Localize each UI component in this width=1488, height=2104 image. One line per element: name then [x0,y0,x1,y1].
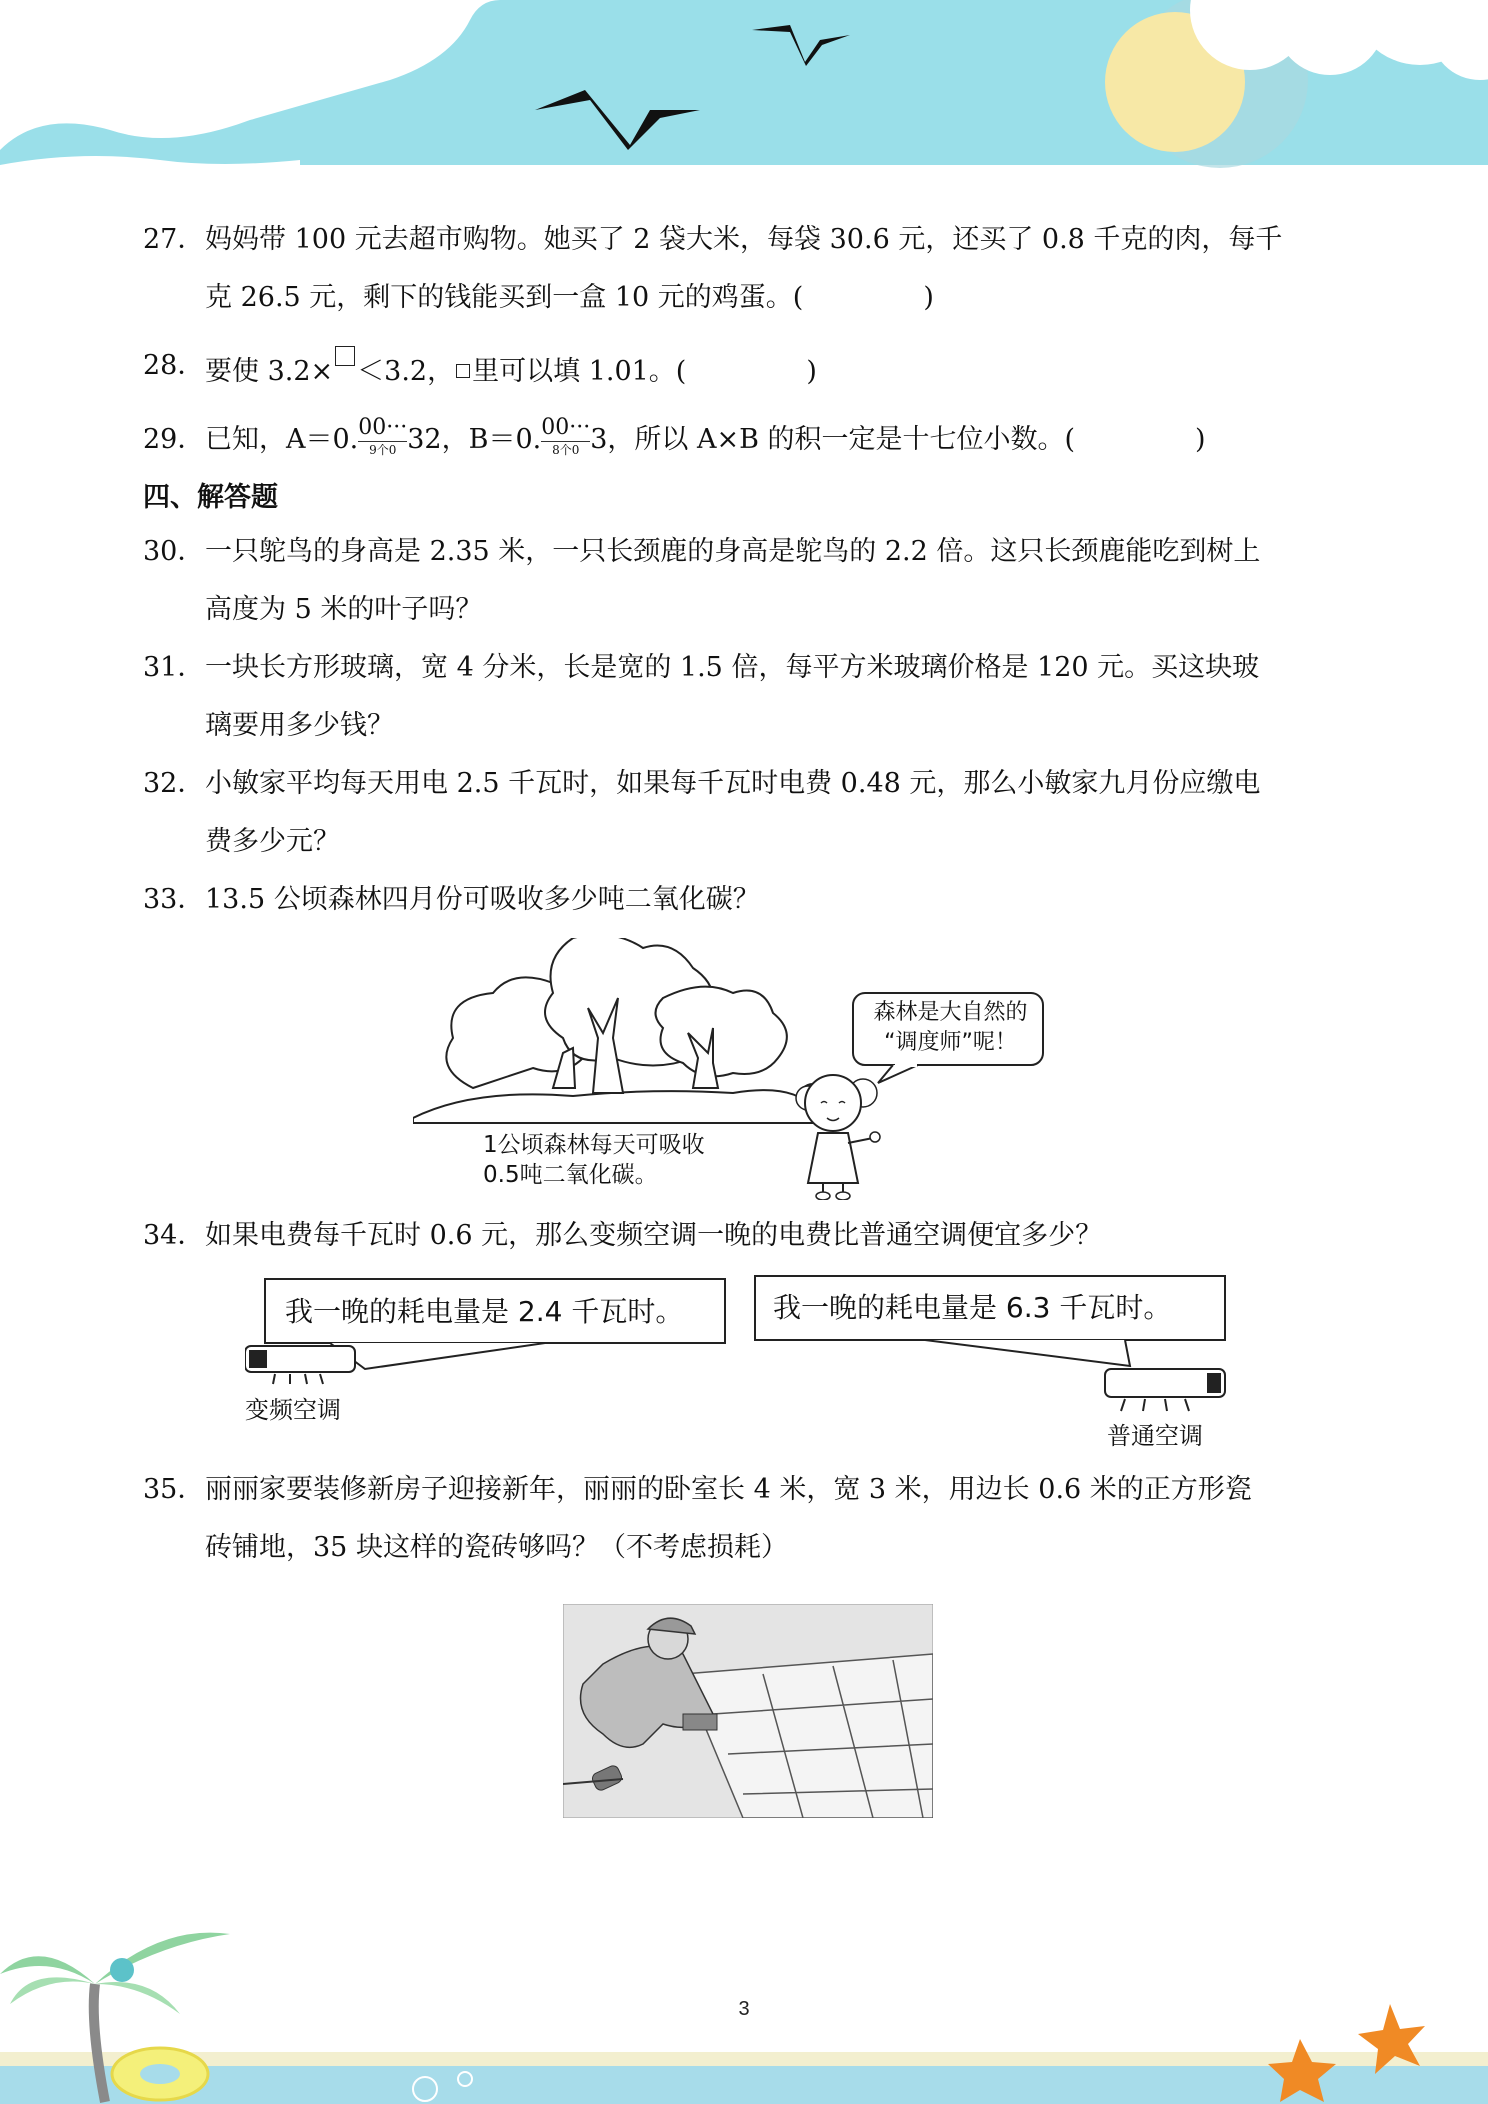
caption-line: 0.5吨二氧化碳。 [483,1162,658,1188]
question-text: 已知，A＝0. [205,424,359,455]
question-number: 28． [143,350,205,381]
question-text: ＜3.2， [357,356,455,387]
question-34 [143,1216,1353,1256]
question-number: 32． [143,768,205,799]
repeating-zeros: $\frac{00\cdot\cdot\cdot}{\text{9个0}}$ [358,415,408,457]
tiling-worker-illustration [563,1604,933,1818]
question-number: 27． [143,224,205,255]
question-number: 33． [143,884,205,915]
question-text: 3，所以 A×B 的积一定是十七位小数。( [590,424,1076,455]
question-text: 要使 3.2× [205,356,334,387]
question-number: 30． [143,536,205,567]
caption-line: 1公顷森林每天可吸收 [483,1132,705,1158]
ac-left-speech: 我一晚的耗电量是 2.4 千瓦时。 [285,1295,684,1328]
question-number: 34． [143,1220,205,1251]
worksheet-content [143,220,1353,1834]
question-29 [143,415,1353,460]
question-text: 小敏家平均每天用电 2.5 千瓦时，如果每千瓦时电费 0.48 元，那么小敏家九月份应缴电 [205,768,1261,799]
question-number: 29． [143,424,205,455]
question-35 [143,1470,1353,1568]
speech-line: 森林是大自然的 [873,1000,1028,1025]
question-32 [143,764,1353,862]
ac-right-label: 普通空调 [1107,1422,1203,1450]
question-text: 妈妈带 100 元去超市购物。她买了 2 袋大米，每袋 30.6 元，还买了 0.8 千克的肉，每千 [205,224,1283,255]
question-27 [143,220,1353,318]
paren-close: ) [806,356,817,387]
repeating-zeros: $\frac{00\cdot\cdot\cdot}{\text{8个0}}$ [541,415,591,457]
question-text: 13.5 公顷森林四月份可吸收多少吨二氧化碳？ [205,884,760,915]
question-text: 里可以填 1.01。( [472,356,687,387]
question-number: 31． [143,652,205,683]
ac-right-speech: 我一晚的耗电量是 6.3 千瓦时。 [773,1291,1172,1324]
speech-line: “调度师”呢！ [884,1030,1017,1055]
ac-left-label: 变频空调 [245,1396,341,1424]
section-title: 四、解答题 [143,482,278,513]
question-text: 费多少元？ [205,826,340,857]
question-text: 32，B＝0. [407,424,542,455]
box-symbol [456,364,470,378]
air-conditioner-illustration [245,1274,1245,1454]
paren-close: ) [1195,424,1206,455]
question-text: 克 26.5 元，剩下的钱能买到一盒 10 元的鸡蛋。( [205,282,804,313]
footer-beach-banner [0,1914,1488,2104]
question-30 [143,532,1353,630]
question-number: 35． [143,1474,205,1505]
question-28 [143,346,1353,392]
question-text: 一块长方形玻璃，宽 4 分米，长是宽的 1.5 倍，每平方米玻璃价格是 120 元。买这块玻 [205,652,1260,683]
box-symbol [335,346,355,366]
forest-illustration [413,938,1073,1200]
question-33 [143,880,1353,920]
question-text: 高度为 5 米的叶子吗？ [205,594,483,625]
question-text: 丽丽家要装修新房子迎接新年，丽丽的卧室长 4 米，宽 3 米，用边长 0.6 米的正方形瓷 [205,1474,1252,1505]
tiling-drawing [563,1604,933,1818]
page-number: 3 [738,1998,750,2020]
paren-close: ) [923,282,934,313]
header-sky-banner [0,0,1488,170]
question-text: 砖铺地，35 块这样的瓷砖够吗？（不考虑损耗） [205,1532,788,1563]
question-text: 一只鸵鸟的身高是 2.35 米，一只长颈鹿的身高是鸵鸟的 2.2 倍。这只长颈鹿能吃到树上 [205,536,1261,567]
forest-caption [483,1130,705,1190]
question-31 [143,648,1353,746]
speech-bubble [863,998,1038,1058]
question-text: 如果电费每千瓦时 0.6 元，那么变频空调一晚的电费比普通空调便宜多少？ [205,1220,1103,1251]
question-text: 璃要用多少钱？ [205,710,394,741]
